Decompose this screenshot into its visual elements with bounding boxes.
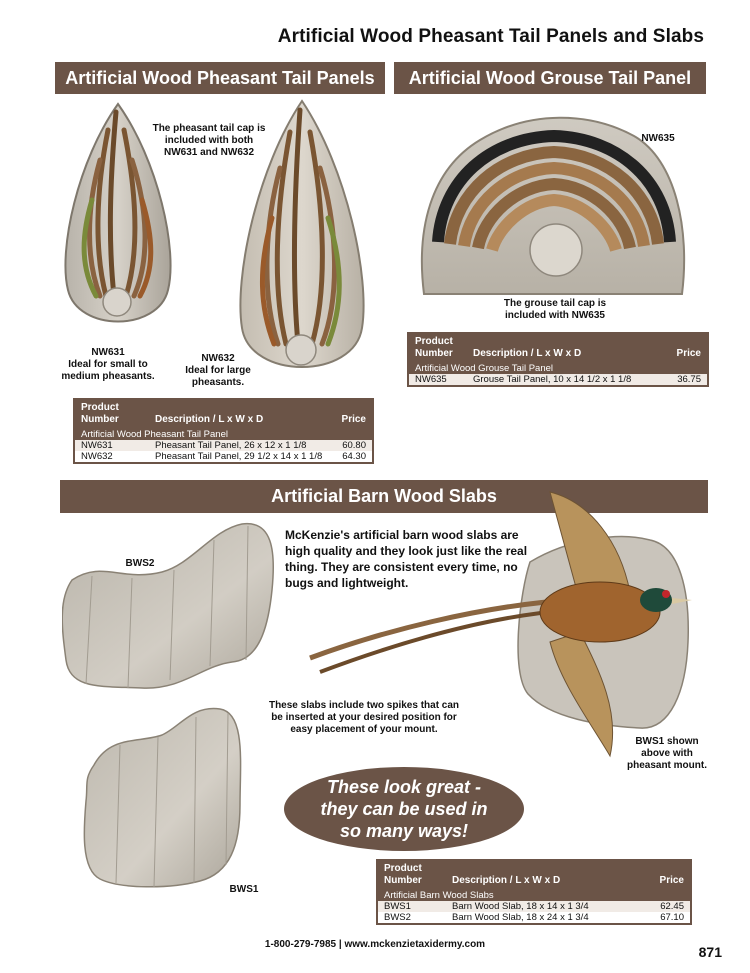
nw632-line1: Ideal for large — [185, 365, 251, 376]
nw632-line2: pheasants. — [191, 377, 245, 388]
barn-section-heading: Artificial Barn Wood Slabs — [60, 480, 708, 513]
nw631-code: NW631 — [91, 347, 125, 358]
footer-contact — [0, 939, 750, 950]
table-row: NW635 Grouse Tail Panel, 10 x 14 1/2 x 1 1/8 36.75 — [409, 374, 707, 385]
bws2-slab-image — [62, 520, 276, 692]
col-product-number: Product Number — [378, 861, 446, 890]
grouse-cap-note: The grouse tail cap is included with NW635 — [503, 298, 607, 321]
footer-website[interactable]: www.mckenzietaxidermy.com — [344, 939, 486, 950]
mount-caption: BWS1 shown above with pheasant mount. — [626, 736, 707, 771]
footer-separator: | — [338, 939, 342, 950]
nw631-caption — [52, 347, 164, 383]
table-group-row: Artificial Barn Wood Slabs — [378, 890, 690, 901]
grouse-section-heading: Artificial Wood Grouse Tail Panel — [394, 62, 706, 94]
col-description: Description / L x W x D — [149, 400, 334, 429]
table-row: NW631 Pheasant Tail Panel, 26 x 12 x 1 1/8 60.80 — [75, 440, 372, 451]
bws2-label: BWS2 — [125, 558, 155, 569]
nw632-caption — [170, 353, 266, 389]
nw635-code-label: NW635 — [641, 133, 675, 144]
col-product-number: Product Number — [409, 334, 467, 363]
page-title: Artificial Wood Pheasant Tail Panels and Slabs — [277, 26, 704, 47]
col-description: Description / L x W x D — [446, 861, 642, 890]
col-price: Price — [642, 861, 690, 890]
col-product-number: Product Number — [75, 400, 149, 429]
table-row: NW632 Pheasant Tail Panel, 29 1/2 x 14 x 1 1/8 64.30 — [75, 451, 372, 462]
nw632-code: NW632 — [201, 353, 235, 364]
col-price: Price — [665, 334, 707, 363]
table-group-row: Artificial Wood Grouse Tail Panel — [409, 363, 707, 374]
spikes-note: These slabs include two spikes that can be inserted at your desired position for easy placement of your mount. — [268, 700, 460, 735]
table-row: BWS1 Barn Wood Slab, 18 x 14 x 1 3/4 62.45 — [378, 901, 690, 912]
col-description: Description / L x W x D — [467, 334, 665, 363]
promo-oval: These look great - they can be used in so many ways! — [284, 767, 524, 851]
pheasant-section-heading: Artificial Wood Pheasant Tail Panels — [55, 62, 385, 94]
grouse-price-table — [407, 332, 709, 387]
footer-phone: 1-800-279-7985 — [264, 939, 337, 950]
nw631-line1: Ideal for small to — [68, 359, 148, 370]
barn-intro-text: McKenzie's artificial barn wood slabs are high quality and they look just like the real thing. They are consistent every time, no bugs and lightweight. — [285, 528, 528, 590]
bws1-slab-image — [80, 705, 246, 889]
pheasant-price-table — [73, 398, 374, 464]
table-group-row: Artificial Wood Pheasant Tail Panel — [75, 429, 372, 440]
col-price: Price — [334, 400, 372, 429]
page-number: 871 — [698, 944, 722, 960]
pheasant-cap-note: The pheasant tail cap is included with both NW631 and NW632 — [152, 123, 266, 158]
table-row: BWS2 Barn Wood Slab, 18 x 24 x 1 3/4 67.10 — [378, 912, 690, 923]
barn-price-table — [376, 859, 692, 925]
nw631-line2: medium pheasants. — [61, 371, 155, 382]
bws1-label: BWS1 — [229, 884, 259, 895]
